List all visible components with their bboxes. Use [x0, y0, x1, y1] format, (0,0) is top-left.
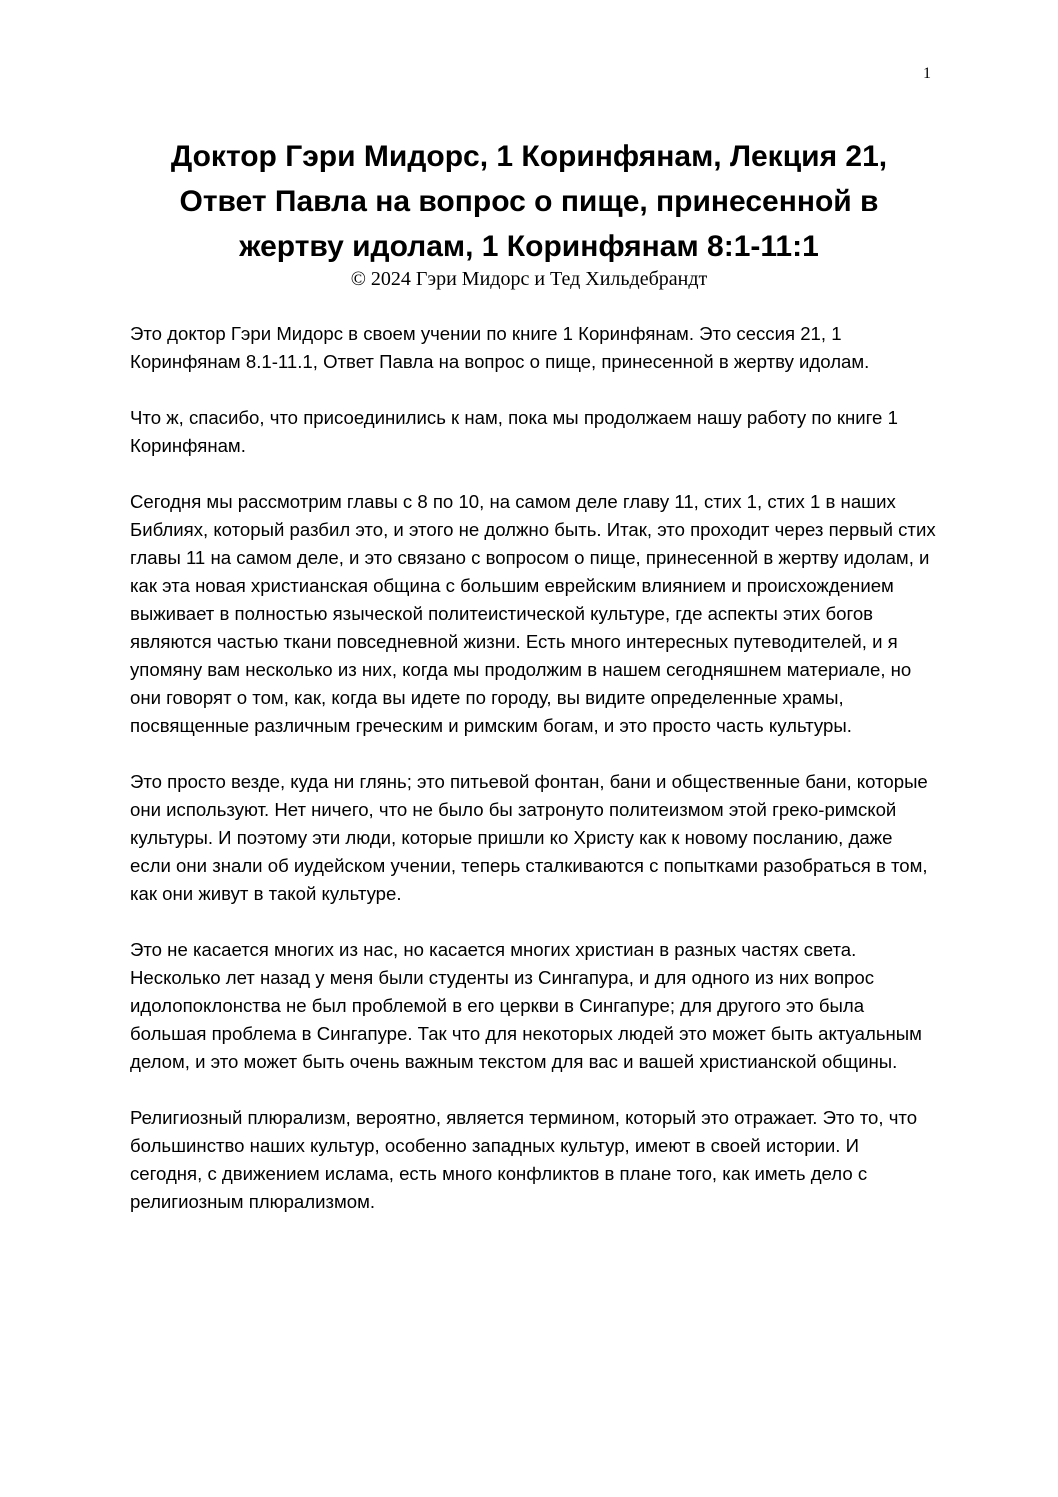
paragraph-2: Что ж, спасибо, что присоединились к нам, пока мы продолжаем нашу работу по книге 1 Коринфянам.	[130, 407, 898, 456]
paragraph-6: Религиозный плюрализм, вероятно, является термином, который это отражает. Это то, что большинство наших культур, особенно западных культур, имеют в своей истории. И сегодня, с движением ислама, есть много конфликтов в плане того, как иметь дело с религиозным плюрализмом.	[130, 1107, 918, 1212]
paragraph-5: Это не касается многих из нас, но касается многих христиан в разных частях света. Несколько лет назад у меня были студенты из Сингапура, и для одного из них вопрос идолопоклонства не был проблемой в его церкви в Сингапуре; для другого это была большая проблема в Сингапуре. Так что для некоторых людей это может быть актуальным делом, и это может быть очень важным текстом для вас и вашей христианской общины.	[130, 939, 922, 1072]
title-line-3: жертву идолам, 1 Коринфянам 8:1-11:1	[239, 230, 819, 263]
title-line-2: Ответ Павла на вопрос о пище, принесенной в	[179, 185, 879, 218]
copyright-line: © 2024 Гэри Мидорс и Тед Хильдебрандт	[350, 268, 708, 290]
paragraph-1: Это доктор Гэри Мидорс в своем учении по книге 1 Коринфянам. Это сессия 21, 1 Коринфянам 8.1-11.1, Ответ Павла на вопрос о пище, принесенной в жертву идолам.	[130, 323, 870, 372]
document-title	[110, 134, 948, 269]
body-text	[130, 320, 936, 1244]
paragraph-4: Это просто везде, куда ни глянь; это питьевой фонтан, бани и общественные бани, которые они используют. Нет ничего, что не было бы затронуто политеизмом этой греко-римской культуры. И поэтому эти люди, которые пришли ко Христу как к новому посланию, даже если они знали об иудейском учении, теперь сталкиваются с попытками разобраться в том, как они живут в такой культуре.	[130, 771, 928, 904]
paragraph-3: Сегодня мы рассмотрим главы с 8 по 10, на самом деле главу 11, стих 1, стих 1 в наших Библиях, который разбил это, и этого не должно быть. Итак, это проходит через первый стих главы 11 на самом деле, и это связано с вопросом о пище, принесенной в жертву идолам, и как эта новая христианская община с большим еврейским влиянием и происхождением выживает в полностью языческой политеистической культуре, где аспекты этих богов являются частью ткани повседневной жизни. Есть много интересных путеводителей, и я упомяну вам несколько из них, когда мы продолжим в нашем сегодняшнем материале, но они говорят о том, как, когда вы идете по городу, вы видите определенные храмы, посвященные различным греческим и римским богам, и это просто часть культуры.	[130, 491, 936, 736]
title-line-1: Доктор Гэри Мидорс, 1 Коринфянам, Лекция 21,	[170, 140, 888, 173]
page-number: 1	[923, 65, 931, 82]
